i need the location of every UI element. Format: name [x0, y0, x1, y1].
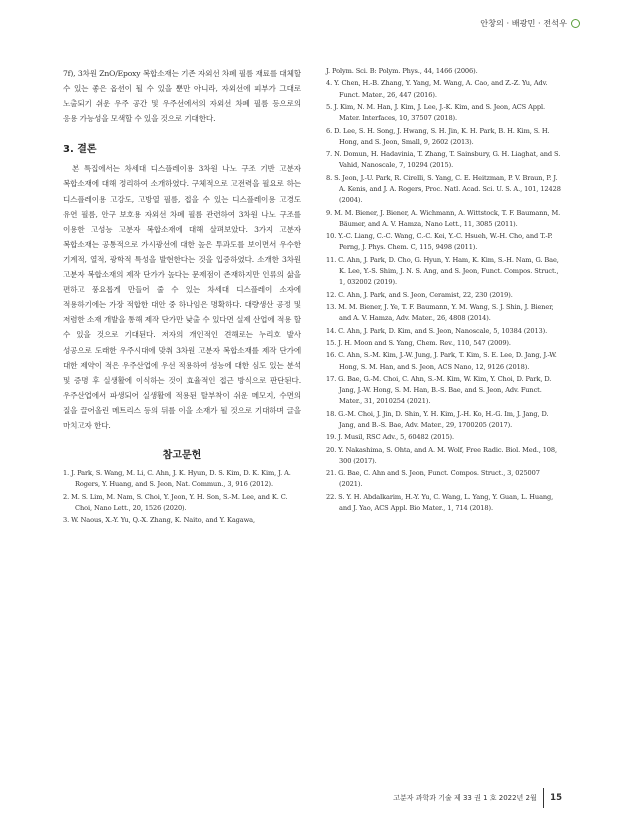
reference-item: 1. J. Park, S. Wang, M. Li, C. Ahn, J. K. Hyun, D. S. Kim, D. K. Kim, J. A. Rogers, Y. Huang, and S. Jeon, Nat. Commun., 3, 916 (2012).	[63, 469, 291, 489]
reference-item: 22. S. Y. H. Abdalkarim, H.-Y. Yu, C. Wang, L. Yang, Y. Guan, L. Huang, and J. Yao, ACS Appl. Bio Mater., 1, 714 (2018).	[326, 492, 554, 513]
conclusion-paragraph: 본 특집에서는 차세대 디스플레이용 3차원 나노 구조 기반 고분자 복합소재에 대해 정리하여 소개하였다. 구체적으로 고전력을 필요로 하는 디스플레이용 고강도, 고방열 필름, 접을 수 있는 디스플레이용 고경도 유연 필름, 안구 보호용 자외선 차폐 필름 관련하여 3차원 나노 구조를 이용한 고성능 고분자 복합소재에 대해 살펴보았다. 3가지 고분자 복합소재는 공통적으로 가시광선에 대한 높은 투과도를 보이면서 우수한 기계적, 열적, 광학적 특성을 발현한다는 것을 입증하였다. 소개한 3차원 고분자 복합소재의 제작 단가가 높다는 문제점이 존재하지만 인류의 삶을 편하고 풍요롭게 만들어 줄 수 있는 차세대 디스플레이 소자에 적용하기에는 가장 적합한 대안 중 하나임은 명확하다. 대량생산 공정 및 저렴한 소재 개발을 통해 제작 단가만 낮출 수 있다면 실제 산업에 적용 할 수 있을 것으로 기대된다. 저자의 개인적인 견해로는 누리호 발사 성공으로 도래한 우주시대에 맞춰 3차원 고분자 복합소재를 제작 단가에 대한 제약이 적은 우주산업에 우선 적용하여 성능에 대한 심도 있는 분석 및 증명 후 실생활에 이식하는 것이 효율적인 접근 방식으로 판단된다. 우주산업에서 파생되어 실생활에 적용된 탈부착이 쉬운 메모지, 수면의 질을 끌어올린 메트리스 등의 뒤를 이을 소재가 될 것으로 기대하며 글을 마치고자 한다.	[63, 164, 301, 430]
header-authors: 안창의 · 배광민 · 전석우	[480, 18, 567, 28]
reference-item: J. Polym. Sci. B: Polym. Phys., 44, 1466 (2006).	[326, 67, 478, 75]
reference-item: 5. J. Kim, N. M. Han, J. Kim, J. Lee, J.-K. Kim, and S. Jeon, ACS Appl. Mater. Interfaces, 10, 37507 (2018).	[326, 102, 545, 123]
reference-item: 9. M. M. Biener, J. Biener, A. Wichmann, A. Wittstock, T. F. Baumann, M. Bäumer, and A. V. Hamza, Nano Lett., 11, 3085 (2011).	[326, 208, 561, 228]
reference-item: 13. M. M. Biener, J. Ye, T. F. Baumann, Y. M. Wang, S. J. Shin, J. Biener, and A. V. Hamza, Adv. Mater., 26, 4808 (2014).	[326, 302, 554, 323]
reference-item: 15. J. H. Moon and S. Yang, Chem. Rev., 110, 547 (2009).	[326, 338, 511, 347]
reference-item: 14. C. Ahn, J. Park, D. Kim, and S. Jeon, Nanoscale, 5, 10384 (2013).	[326, 326, 548, 335]
section-title: 3. 결론	[63, 144, 97, 156]
circle-icon	[571, 19, 580, 28]
reference-item: 17. G. Bae, G.-M. Choi, C. Ahn, S.-M. Kim, W. Kim, Y. Choi, D. Park, D. Jang, J.-W. Hong, S. M. Han, B.-S. Bae, and S. Jeon, Adv. Funct. Mater., 31, 2010254 (2021).	[326, 374, 552, 406]
reference-item: 16. C. Ahn, S.-M. Kim, J.-W. Jung, J. Park, T. Kim, S. E. Lee, D. Jang, J.-W. Hong, S. M. Han, and S. Jeon, ACS Nano, 12, 9126 (2018).	[326, 351, 557, 371]
right-column	[326, 66, 561, 515]
reference-item: 8. S. Jeon, J.-U. Park, R. Cirelli, S. Yang, C. E. Heitzman, P. V. Braun, P. J. A. Kenis, and J. A. Rogers, Proc. Natl. Acad. Sci. U. S. A., 101, 12428 (2004).	[326, 173, 561, 205]
footer-journal: 고분자 과학과 기술 제 33 권 1 호 2022년 2월	[393, 794, 537, 802]
reference-item: 18. G.-M. Choi, J. Jin, D. Shin, Y. H. Kim, J.-H. Ko, H.-G. Im, J. Jang, D. Jang, and B.-S. Bae, Adv. Mater., 29, 1700205 (2017).	[326, 409, 549, 429]
footer-divider	[543, 788, 544, 808]
running-header	[480, 18, 580, 29]
reference-item: 7. N. Domun, H. Hadavinia, T. Zhang, T. Sainsbury, G. H. Liaghat, and S. Vahid, Nanoscale, 7, 10294 (2015).	[326, 150, 561, 170]
reference-item: 6. D. Lee, S. H. Song, J. Hwang, S. H. Jin, K. H. Park, B. H. Kim, S. H. Hong, and S. Jeon, Small, 9, 2602 (2013).	[326, 126, 550, 146]
references-title: 참고문헌	[162, 450, 202, 462]
reference-item: 4. Y. Chen, H.-B. Zhang, Y. Yang, M. Wang, A. Cao, and Z.-Z. Yu, Adv. Funct. Mater., 26, 447 (2016).	[326, 79, 548, 99]
reference-item: 10. Y.-C. Liang, C.-C. Wang, C.-C. Kei, Y.-C. Hsueh, W.-H. Cho, and T.-P. Perng, J. Phys. Chem. C, 115, 9498 (2011).	[326, 232, 553, 252]
page-footer	[393, 788, 562, 808]
reference-item: 3. W. Naous, X.-Y. Yu, Q.-X. Zhang, K. Naito, and Y. Kagawa,	[63, 516, 255, 525]
reference-item: 20. Y. Nakashima, S. Ohta, and A. M. Wolf, Free Radic. Biol. Med., 108, 300 (2017).	[326, 445, 557, 465]
page-number: 15	[550, 793, 562, 803]
reference-item: 12. C. Ahn, J. Park, and S. Jeon, Ceramist, 22, 230 (2019).	[326, 290, 513, 299]
reference-item: 2. M. S. Lim, M. Nam, S. Choi, Y. Jeon, Y. H. Son, S.-M. Lee, and K. C. Choi, Nano Lett., 20, 1526 (2020).	[63, 492, 288, 512]
reference-item: 19. J. Musil, RSC Adv., 5, 60482 (2015).	[326, 433, 455, 442]
reference-item: 21. G. Bae, C. Ahn and S. Jeon, Funct. Compos. Struct., 3, 025007 (2021).	[326, 469, 540, 489]
left-column	[63, 66, 301, 528]
intro-paragraph: 7f), 3차원 ZnO/Epoxy 복합소재는 기존 자외선 차폐 필름 재료를 대체할 수 있는 좋은 옵션이 될 수 있을 뿐만 아니라, 자외선에 피부가 그대로 노출되기 쉬운 우주 공간 및 우주선에서의 자외선 차폐 필름 등으로의 응용 가능성을 모색할 수 있을 것으로 기대한다.	[63, 69, 301, 124]
reference-item: 11. C. Ahn, J. Park, D. Cho, G. Hyun, Y. Ham, K. Kim, S.-H. Nam, G. Bae, K. Lee, Y.-S. Shim, J. N. S. Ang, and S. Jeon, Funct. Compos. Struct., 1, 032002 (2019).	[326, 255, 559, 287]
